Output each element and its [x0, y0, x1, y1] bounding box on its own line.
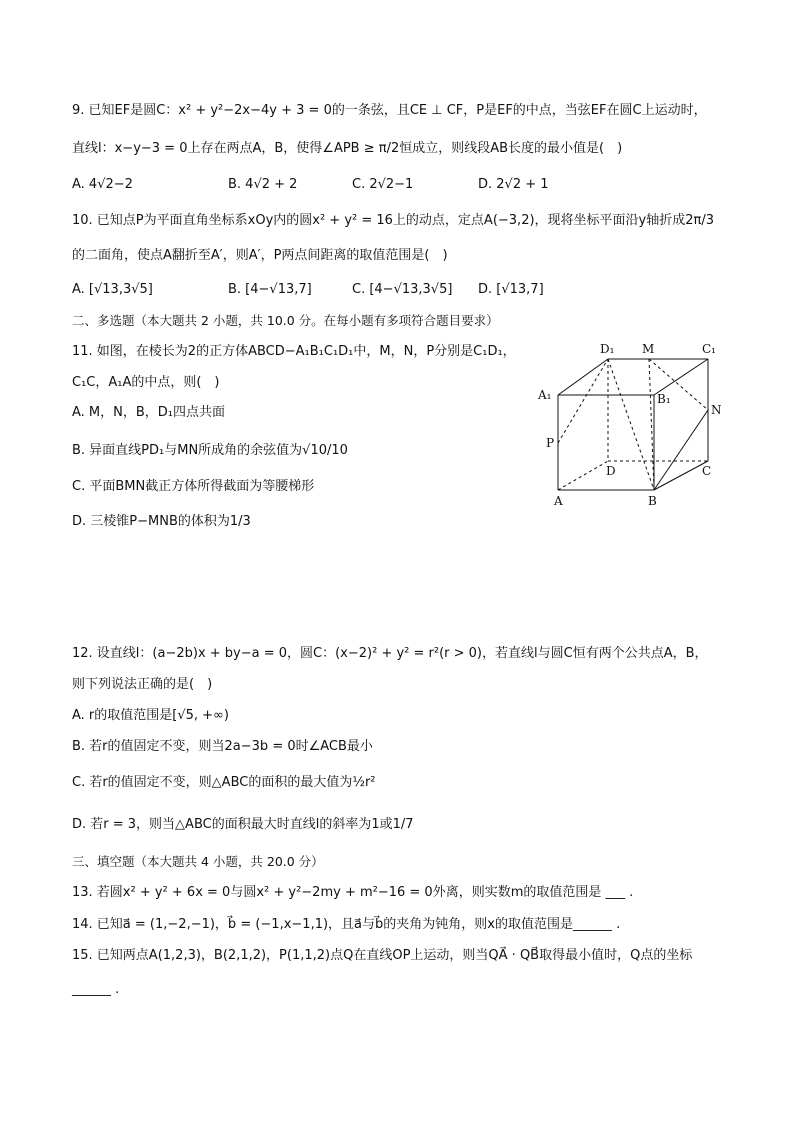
q9-line2: 直线l：x−y−3 = 0上存在两点A，B，使得∠APB ≥ π/2恒成立，则线段AB长度的最小值是( ) [72, 141, 623, 156]
q12-option-a: A. r的取值范围是[√5, +∞) [72, 708, 229, 723]
section-fill-in-heading: 三、填空题（本大题共 4 小题，共 20.0 分） [72, 854, 324, 869]
label-d1: D₁ [600, 342, 615, 356]
q13: 13. 若圆x² + y² + 6x = 0与圆x² + y²−2my + m²−16 = 0外离，则实数m的取值范围是 ___ . [72, 885, 634, 900]
q9-option-d: D. 2√2 + 1 [478, 177, 549, 192]
label-n: N [711, 403, 722, 417]
label-a: A [554, 494, 563, 508]
q11-option-d: D. 三棱锥P−MNB的体积为1/3 [72, 514, 251, 529]
label-m: M [642, 342, 655, 356]
q12-option-b: B. 若r的值固定不变，则当2a−3b = 0时∠ACB最小 [72, 739, 373, 754]
q9-option-c: C. 2√2−1 [352, 177, 414, 192]
label-c1: C₁ [702, 342, 716, 356]
q9-line1: 9. 已知EF是圆C：x² + y²−2x−4y + 3 = 0的一条弦，且CE ⊥ CF，P是EF的中点，当弦EF在圆C上运动时， [72, 103, 707, 118]
q11-option-a: A. M，N，B，D₁四点共面 [72, 405, 226, 420]
q10-option-a: A. [√13,3√5] [72, 282, 153, 297]
q15-line1: 15. 已知两点A(1,2,3)，B(2,1,2)，P(1,1,2)点Q在直线OP上运动，则当QA⃗ · QB⃗取得最小值时，Q点的坐标 [72, 948, 693, 963]
q12-line1: 12. 设直线l：(a−2b)x + by−a = 0，圆C：(x−2)² + y² = r²(r > 0)，若直线l与圆C恒有两个公共点A，B， [72, 646, 708, 661]
label-d: D [606, 464, 616, 478]
q11-option-c: C. 平面BMN截正方体所得截面为等腰梯形 [72, 479, 315, 494]
cube-figure [530, 335, 730, 510]
q12-option-c: C. 若r的值固定不变，则△ABC的面积的最大值为½r² [72, 775, 376, 790]
section-multiple-choice-heading: 二、多选题（本大题共 2 小题，共 10.0 分。在每小题有多项符合题目要求） [72, 313, 499, 328]
label-b1: B₁ [657, 392, 671, 406]
label-c: C [702, 464, 712, 478]
q10-option-b: B. [4−√13,7] [228, 282, 312, 297]
q11-line1: 11. 如图，在棱长为2的正方体ABCD−A₁B₁C₁D₁中，M，N，P分别是C₁D₁， [72, 344, 516, 359]
q11-option-b: B. 异面直线PD₁与MN所成角的余弦值为√10/10 [72, 443, 348, 458]
q10-option-d: D. [√13,7] [478, 282, 544, 297]
label-a1: A₁ [538, 388, 552, 402]
q10-line2: 的二面角，使点A翻折至A′，则A′，P两点间距离的取值范围是( ) [72, 248, 448, 263]
q11-line2: C₁C，A₁A的中点，则( ) [72, 375, 220, 390]
q12-line2: 则下列说法正确的是( ) [72, 677, 213, 692]
q10-option-c: C. [4−√13,3√5] [352, 282, 453, 297]
q9-option-b: B. 4√2 + 2 [228, 177, 298, 192]
label-b: B [648, 494, 657, 508]
q9-option-a: A. 4√2−2 [72, 177, 133, 192]
q15-line2: ______ . [72, 982, 120, 997]
q10-line1: 10. 已知点P为平面直角坐标系xOy内的圆x² + y² = 16上的动点，定点A(−3,2)，现将坐标平面沿y轴折成2π/3 [72, 213, 714, 228]
q12-option-d: D. 若r = 3，则当△ABC的面积最大时直线l的斜率为1或1/7 [72, 817, 414, 832]
q14: 14. 已知a⃗ = (1,−2,−1)，b⃗ = (−1,x−1,1)，且a⃗与b⃗的夹角为钝角，则x的取值范围是______ . [72, 917, 621, 932]
label-p: P [546, 436, 555, 450]
